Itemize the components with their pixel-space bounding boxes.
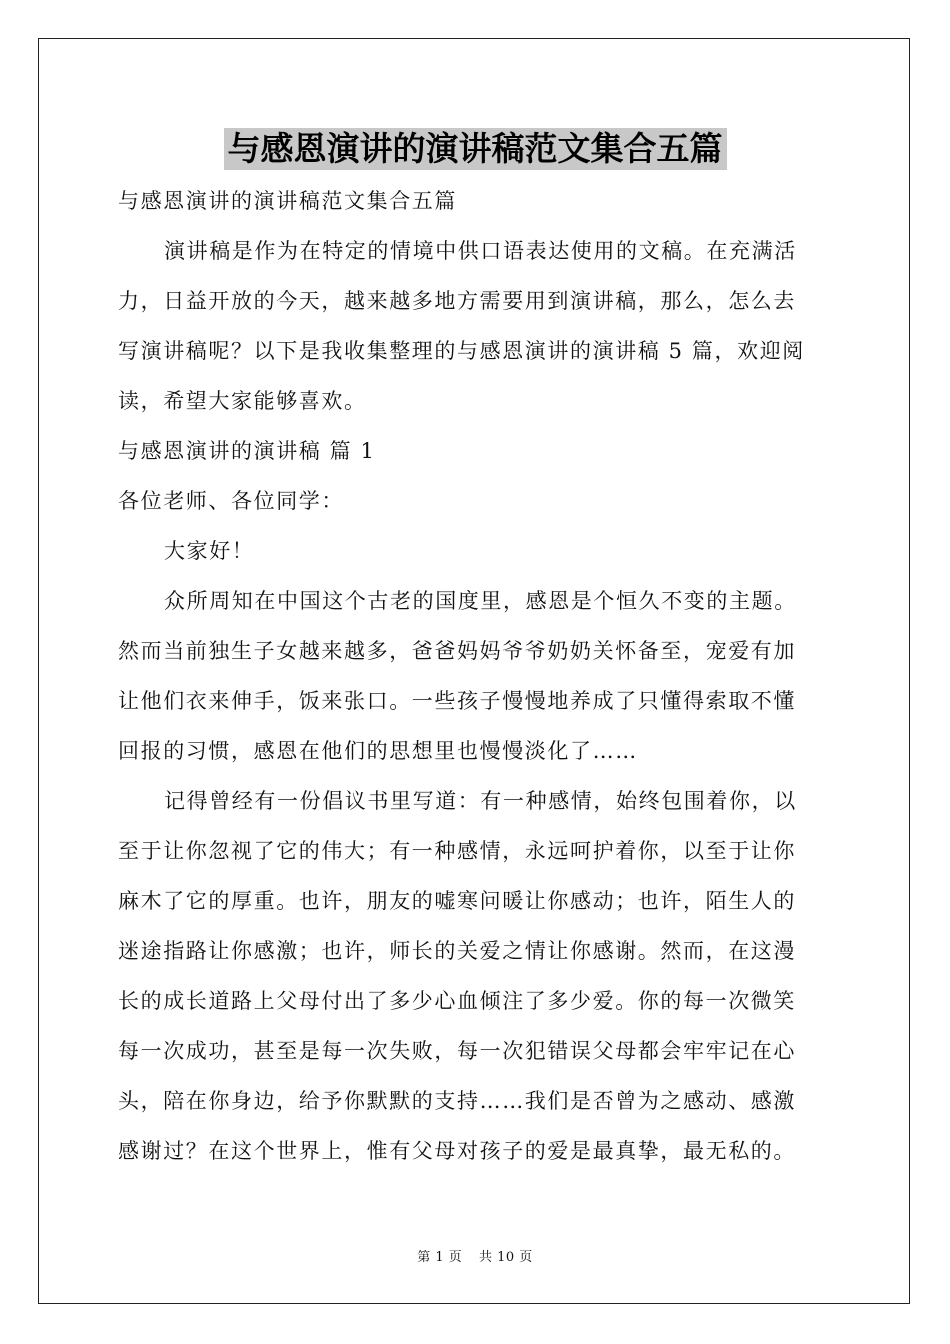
text-line: 然而当前独生子女越来越多，爸爸妈妈爷爷奶奶关怀备至，宠爱有加 — [118, 639, 796, 663]
text-line: 麻木了它的厚重。也许，朋友的嘘寒问暖让你感动；也许，陌生人的 — [118, 889, 796, 913]
text-line: 每一次成功，甚至是每一次失败，每一次犯错误父母都会牢牢记在心 — [118, 1039, 796, 1063]
text-line: 记得曾经有一份倡议书里写道：有一种感情，始终包围着你，以 — [164, 789, 797, 813]
page-footer — [0, 1246, 950, 1265]
text-line: 头，陪在你身边，给予你默默的支持……我们是否曾为之感动、感激 — [118, 1089, 796, 1113]
text-line: 长的成长道路上父母付出了多少心血倾注了多少爱。你的每一次微笑 — [118, 989, 796, 1013]
document-title: 与感恩演讲的演讲稿范文集合五篇 — [224, 128, 727, 170]
text-line: 与感恩演讲的演讲稿范文集合五篇 — [118, 189, 457, 213]
text-line: 写演讲稿呢？以下是我收集整理的与感恩演讲的演讲稿 5 篇，欢迎阅 — [118, 339, 805, 363]
text-line: 迷途指路让你感激；也许，师长的关爱之情让你感谢。然而，在这漫 — [118, 939, 796, 963]
text-line: 读，希望大家能够喜欢。 — [118, 389, 367, 413]
text-line: 演讲稿是作为在特定的情境中供口语表达使用的文稿。在充满活 — [164, 239, 797, 263]
page-number: 第 1 页 — [417, 1250, 463, 1265]
text-line: 各位老师、各位同学： — [118, 489, 344, 513]
text-line: 至于让你忽视了它的伟大；有一种感情，永远呵护着你，以至于让你 — [118, 839, 796, 863]
page-total: 共 10 页 — [478, 1250, 533, 1265]
text-line: 众所周知在中国这个古老的国度里，感恩是个恒久不变的主题。 — [164, 589, 797, 613]
document-body — [118, 176, 836, 1176]
text-line: 与感恩演讲的演讲稿 篇 1 — [118, 439, 376, 463]
text-line: 回报的习惯，感恩在他们的思想里也慢慢淡化了…… — [118, 739, 638, 763]
title-container — [0, 128, 950, 170]
text-line: 力，日益开放的今天，越来越多地方需要用到演讲稿，那么，怎么去 — [118, 289, 796, 313]
text-line: 感谢过？在这个世界上，惟有父母对孩子的爱是最真挚，最无私的。 — [118, 1139, 796, 1163]
text-line: 让他们衣来伸手，饭来张口。一些孩子慢慢地养成了只懂得索取不懂 — [118, 689, 796, 713]
text-line: 大家好！ — [164, 539, 255, 563]
